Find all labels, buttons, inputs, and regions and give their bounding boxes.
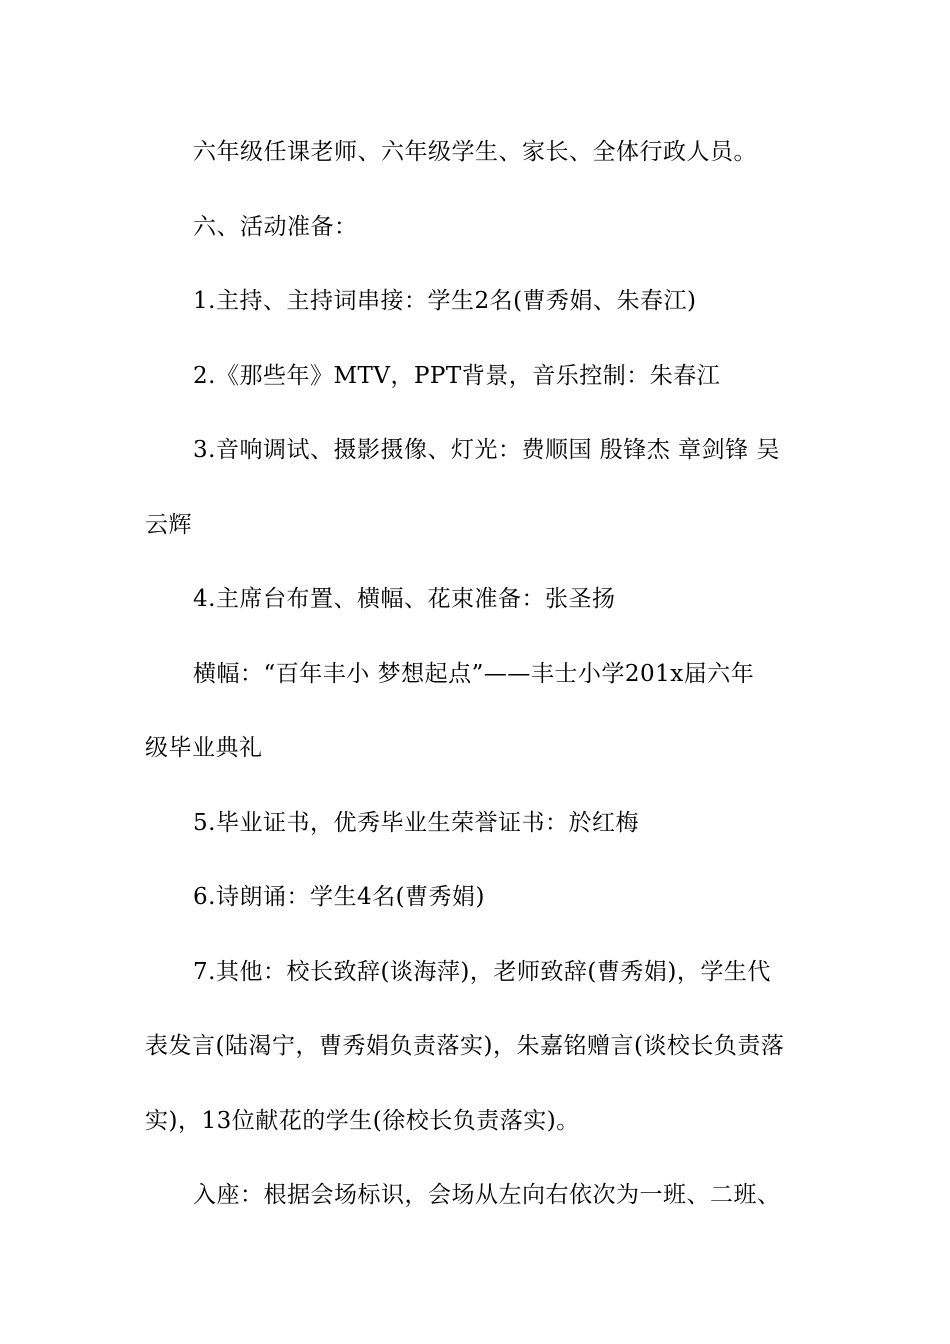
list-item-poetry: 6.诗朗诵：学生4名(曹秀娟) (193, 884, 486, 910)
list-item-other: 7.其他：校长致辞(谈海萍)，老师致辞(曹秀娟)，学生代 (193, 959, 771, 985)
list-item-other-continued-2: 实)，13位献花的学生(徐校长负责落实)。 (145, 1108, 580, 1134)
list-item-stage: 4.主席台布置、横幅、花束准备：张圣扬 (193, 586, 616, 612)
list-item-host: 1.主持、主持词串接：学生2名(曹秀娟、朱春江) (193, 288, 697, 314)
section-heading-preparation: 六、活动准备： (193, 214, 358, 240)
list-item-audio: 3.音响调试、摄影摄像、灯光：费顺国 殷锋杰 章剑锋 吴 (193, 437, 780, 463)
paragraph-attendees: 六年级任课老师、六年级学生、家长、全体行政人员。 (193, 139, 757, 165)
paragraph-seating: 入座：根据会场标识，会场从左向右依次为一班、二班、 (193, 1182, 781, 1208)
list-item-audio-continued: 云辉 (145, 512, 192, 538)
paragraph-banner: 横幅：“百年丰小 梦想起点”——丰士小学201x届六年 (193, 661, 755, 687)
list-item-other-continued-1: 表发言(陆渴宁，曹秀娟负责落实)，朱嘉铭赠言(谈校长负责落 (145, 1033, 785, 1059)
paragraph-banner-continued: 级毕业典礼 (145, 735, 263, 761)
list-item-certificates: 5.毕业证书，优秀毕业生荣誉证书：於红梅 (193, 810, 639, 836)
list-item-mtv: 2.《那些年》MTV，PPT背景，音乐控制：朱春江 (193, 363, 721, 389)
